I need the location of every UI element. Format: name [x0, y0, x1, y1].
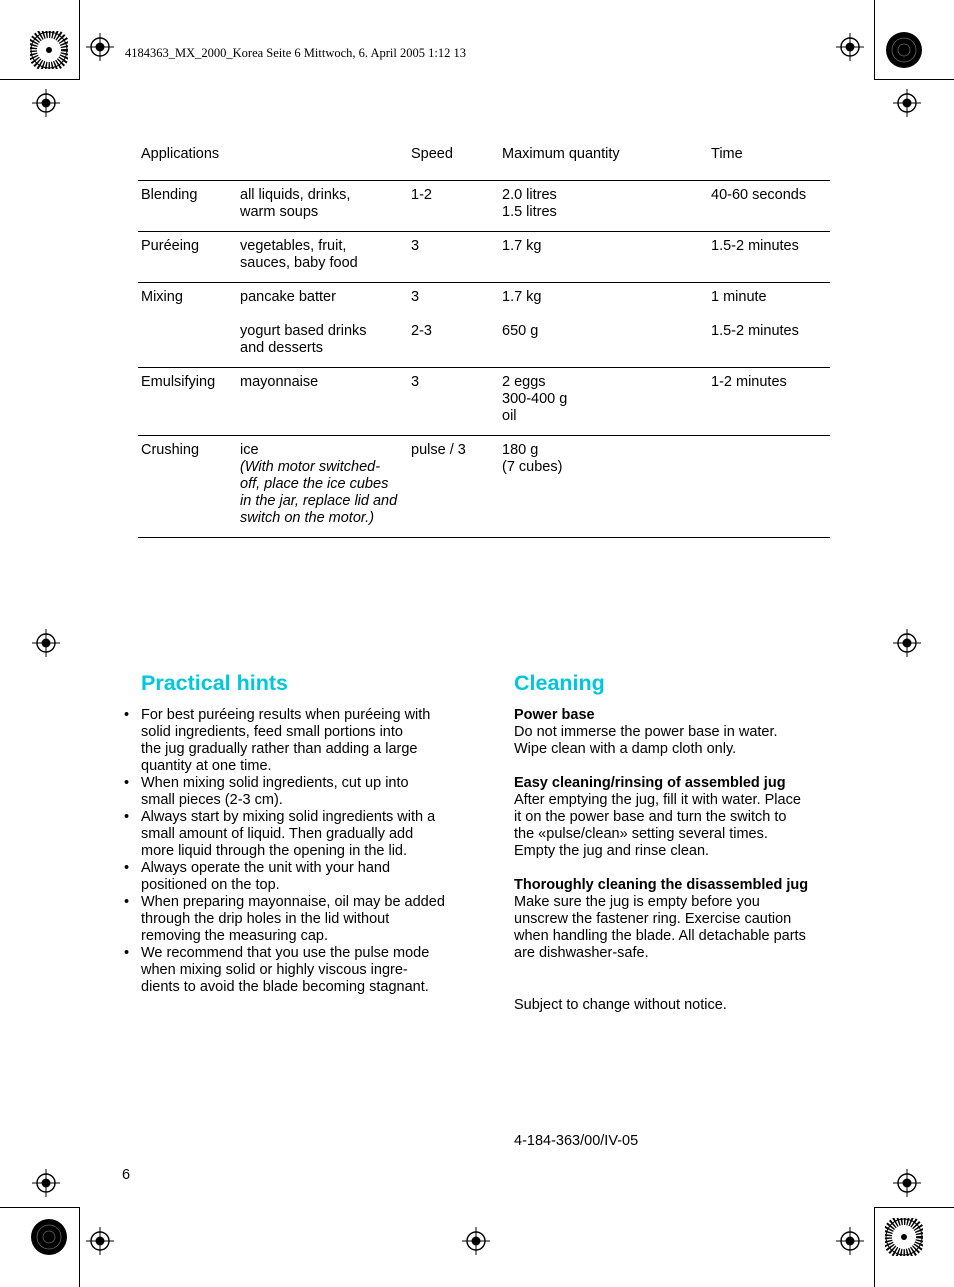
- registration-mark-icon: [32, 1169, 60, 1197]
- power-base-section: Power base Do not immerse the power base in water. Wipe clean with a damp cloth only.: [514, 707, 834, 758]
- food-cell: vegetables, fruit, sauces, baby food: [237, 232, 408, 283]
- quantity-cell: 2 eggs 300-400 g oil: [499, 368, 708, 436]
- app-name: Crushing: [138, 436, 237, 538]
- time-cell: 1-2 minutes: [708, 368, 830, 436]
- header-time: Time: [711, 146, 743, 162]
- cleaning-heading: Cleaning: [514, 671, 605, 695]
- registration-mark-icon: [893, 89, 921, 117]
- crop-mark: [0, 1207, 80, 1208]
- crop-mark: [79, 0, 80, 80]
- starburst-rosette-icon: [885, 1218, 923, 1256]
- registration-mark-icon: [836, 1227, 864, 1255]
- registration-mark-icon: [32, 629, 60, 657]
- starburst-rosette-icon: [885, 31, 923, 69]
- power-base-heading: Power base: [514, 707, 595, 723]
- app-name: Blending: [138, 181, 237, 232]
- time-cell: [708, 436, 830, 538]
- page-number: 6: [122, 1167, 131, 1183]
- starburst-rosette-icon: [30, 1218, 68, 1256]
- app-name: Puréeing: [138, 232, 237, 283]
- cleaning-section: [514, 707, 834, 979]
- change-notice: Subject to change without notice.: [514, 997, 727, 1013]
- quantity-cell: 1.7 kg 650 g: [499, 283, 708, 368]
- registration-mark-icon: [32, 89, 60, 117]
- hints-list: [124, 707, 464, 996]
- speed-cell: pulse / 3: [408, 436, 499, 538]
- list-item: • Always start by mixing solid ingredients with a small amount of liquid. Then gradually add more liquid through the opening in the lid.: [124, 809, 464, 860]
- time-cell: 1.5-2 minutes: [708, 232, 830, 283]
- list-item: • For best puréeing results when puréeing with solid ingredients, feed small portions into the jug gradually rather than adding a large quantity at one time.: [124, 707, 464, 775]
- time-cell: 1 minute 1.5-2 minutes: [708, 283, 830, 368]
- table-row: [138, 232, 830, 283]
- quantity-cell: 180 g (7 cubes): [499, 436, 708, 538]
- quantity-cell: 2.0 litres 1.5 litres: [499, 181, 708, 232]
- easy-cleaning-section: Easy cleaning/rinsing of assembled jug After emptying the jug, fill it with water. Place it on the power base and turn the switch to the «pulse/clean» setting several times. Empty the jug and rinse clean.: [514, 775, 834, 860]
- registration-mark-icon: [893, 1169, 921, 1197]
- registration-mark-icon: [893, 629, 921, 657]
- header-speed: Speed: [411, 146, 453, 162]
- thorough-cleaning-section: Thoroughly cleaning the disassembled jug Make sure the jug is empty before you unscrew the fastener ring. Exercise caution when handling the blade. All detachable parts are dishwasher-safe.: [514, 877, 834, 962]
- header-applications: Applications: [141, 146, 220, 162]
- registration-mark-icon: [86, 1227, 114, 1255]
- practical-hints-heading: Practical hints: [141, 671, 288, 695]
- speed-cell: 3: [408, 368, 499, 436]
- table-row: [138, 181, 830, 232]
- crop-mark: [874, 0, 875, 80]
- crop-mark: [874, 1207, 954, 1208]
- crop-mark: [874, 79, 954, 80]
- document-code: 4-184-363/00/IV-05: [514, 1133, 639, 1149]
- applications-table: [138, 140, 830, 538]
- print-slug: 4184363_MX_2000_Korea Seite 6 Mittwoch, 6. April 2005 1:12 13: [125, 46, 466, 60]
- food-cell: mayonnaise: [237, 368, 408, 436]
- speed-cell: 3: [408, 232, 499, 283]
- table-row: [138, 436, 830, 538]
- food-cell: all liquids, drinks, warm soups: [237, 181, 408, 232]
- speed-cell: 1-2: [408, 181, 499, 232]
- easy-cleaning-heading: Easy cleaning/rinsing of assembled jug: [514, 775, 786, 791]
- list-item: • When preparing mayonnaise, oil may be added through the drip holes in the lid without removing the measuring cap.: [124, 894, 464, 945]
- crushing-note: (With motor switched- off, place the ice cubes in the jar, replace lid and switch on the motor.): [240, 459, 398, 526]
- crop-mark: [79, 1207, 80, 1287]
- time-cell: 40-60 seconds: [708, 181, 830, 232]
- table-row: [138, 368, 830, 436]
- list-item: • When mixing solid ingredients, cut up into small pieces (2-3 cm).: [124, 775, 464, 809]
- starburst-rosette-icon: [30, 31, 68, 69]
- table-row: [138, 283, 830, 368]
- registration-mark-icon: [462, 1227, 490, 1255]
- speed-cell: 3 2-3: [408, 283, 499, 368]
- registration-mark-icon: [86, 33, 114, 61]
- crop-mark: [0, 79, 80, 80]
- food-cell: ice (With motor switched- off, place the ice cubes in the jar, replace lid and switch on the motor.): [237, 436, 408, 538]
- list-item: • Always operate the unit with your hand positioned on the top.: [124, 860, 464, 894]
- quantity-cell: 1.7 kg: [499, 232, 708, 283]
- header-quantity: Maximum quantity: [502, 146, 620, 162]
- food-cell: pancake batter yogurt based drinks and desserts: [237, 283, 408, 368]
- app-name: Mixing: [138, 283, 237, 368]
- app-name: Emulsifying: [138, 368, 237, 436]
- thorough-cleaning-heading: Thoroughly cleaning the disassembled jug: [514, 877, 809, 893]
- list-item: • We recommend that you use the pulse mode when mixing solid or highly viscous ingre- dients to avoid the blade becoming stagnant.: [124, 945, 464, 996]
- crop-mark: [874, 1207, 875, 1287]
- registration-mark-icon: [836, 33, 864, 61]
- table-header-row: [138, 140, 830, 181]
